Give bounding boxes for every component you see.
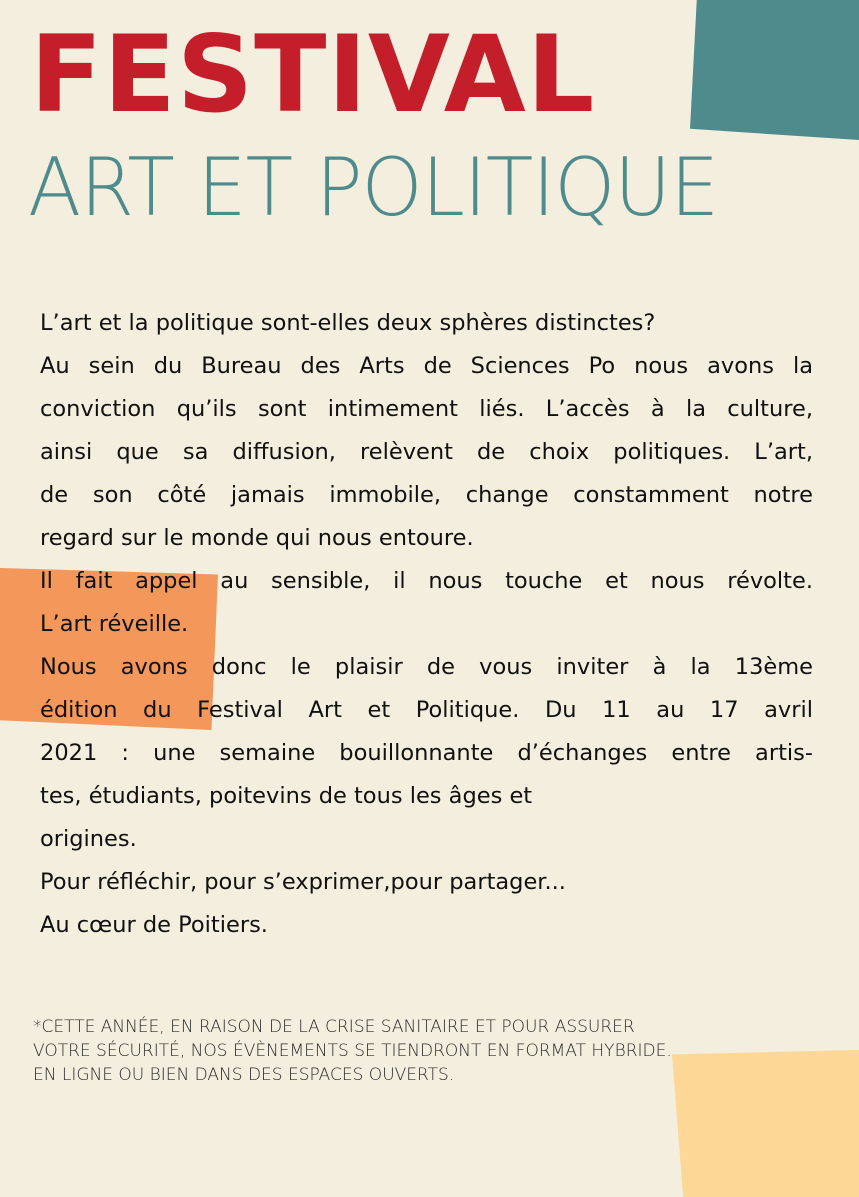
body-line: Pour réfléchir, pour s’exprimer,pour partager... [40,869,566,895]
body-line: Au sein du Bureau des Arts de Sciences Po nous avons la [40,353,813,379]
body-line: Il fait appel au sensible, il nous touche et nous révolte. [40,568,813,594]
body-line: ainsi que sa diffusion, relèvent de choix politiques. L’art, [40,439,813,465]
body-line: L’art réveille. [40,611,189,637]
footnote-line: VOTRE SÉCURITÉ, NOS ÉVÈNEMENTS SE TIENDRONT EN FORMAT HYBRIDE. [33,1041,672,1061]
body-line: Nous avons donc le plaisir de vous inviter à la 13ème [40,654,813,680]
teal-decorative-shape [690,0,859,140]
body-line: conviction qu’ils sont intimement liés. L’accès à la culture, [40,396,813,422]
body-line: origines. [40,826,137,852]
body-line: tes, étudiants, poitevins de tous les âges et [40,783,533,809]
footnote [33,1015,833,1087]
festival-subtitle: ART ET POLITIQUE [28,141,719,234]
body-line: 2021 : une semaine bouillonnante d’échanges entre artis- [40,740,813,766]
footnote-line: *CETTE ANNÉE, EN RAISON DE LA CRISE SANITAIRE ET POUR ASSURER [33,1017,635,1037]
body-text [40,302,813,947]
body-line: regard sur le monde qui nous entoure. [40,525,474,551]
festival-title: FESTIVAL [30,13,596,136]
body-line: édition du Festival Art et Politique. Du 11 au 17 avril [40,697,813,723]
footnote-line: EN LIGNE OU BIEN DANS DES ESPACES OUVERTS. [33,1065,455,1085]
body-line: de son côté jamais immobile, change constamment notre [40,482,813,508]
body-line: Au cœur de Poitiers. [40,912,268,938]
body-line: L’art et la politique sont-elles deux sphères distinctes? [40,310,656,336]
